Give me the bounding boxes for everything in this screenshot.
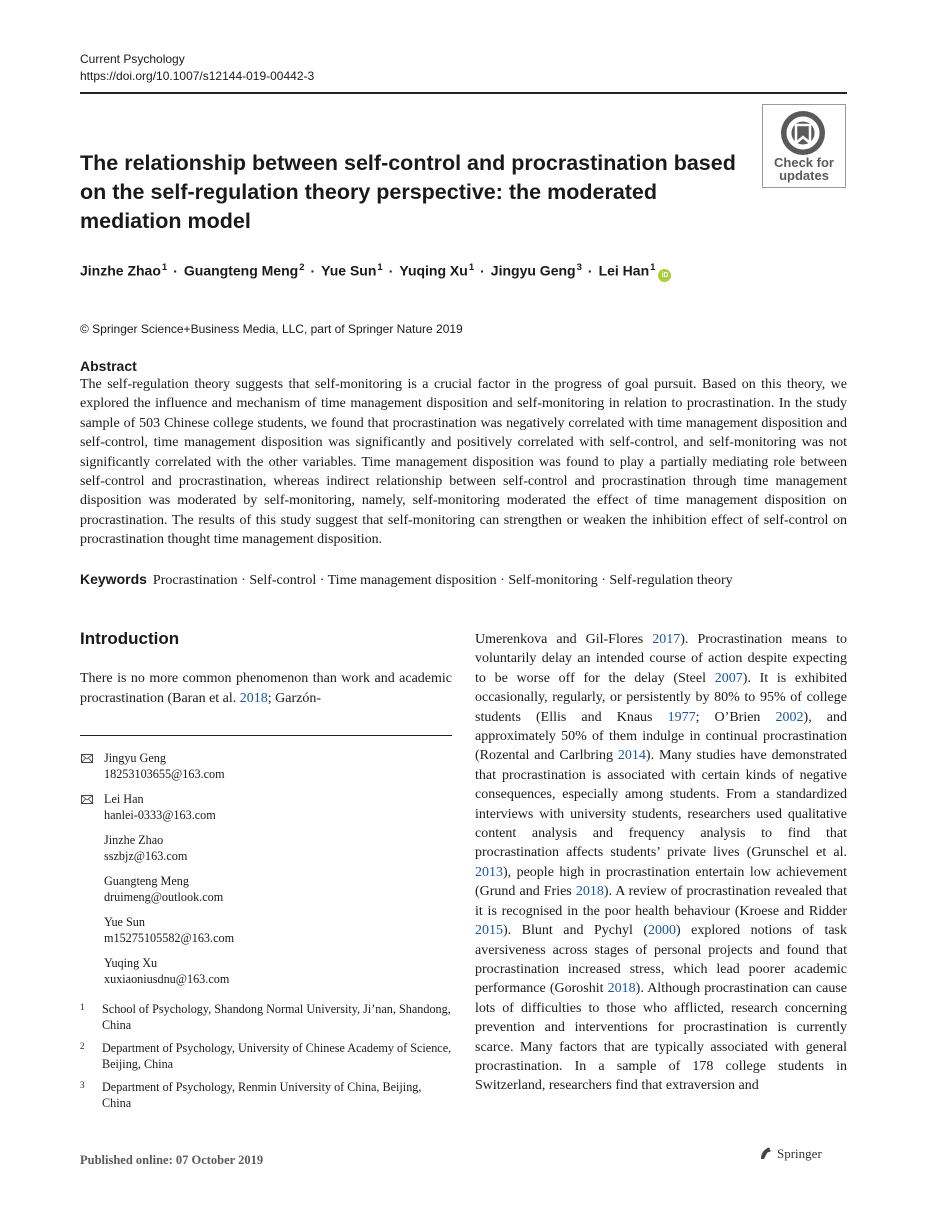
contact-name: Yue Sun: [104, 915, 145, 929]
citation-link[interactable]: 2018: [575, 884, 604, 900]
author-separator: ·: [587, 262, 593, 279]
contact-list: [80, 751, 452, 997]
contact-email[interactable]: m15275105582@163.com: [104, 930, 235, 945]
abstract-heading: Abstract: [80, 358, 137, 374]
affiliation-item: [80, 1080, 452, 1111]
envelope-icon: [81, 754, 93, 763]
affiliation-item: [80, 1041, 452, 1072]
contact-item: [80, 915, 452, 946]
introduction-right-text: [475, 630, 847, 1096]
contact-name: Jinzhe Zhao: [104, 833, 164, 847]
citation-link[interactable]: 2014: [617, 748, 646, 764]
journal-header: [80, 51, 314, 85]
intro-text-segment: Umerenkova and Gil-Flores: [475, 632, 653, 647]
author-separator: ·: [388, 262, 394, 279]
affiliation-list: [80, 1002, 452, 1119]
author-name[interactable]: Lei Han: [598, 262, 650, 279]
keywords-list: Procrastination · Self-control · Time management disposition · Self-monitoring · Self-regulation theory: [152, 573, 733, 588]
citation-link[interactable]: 2000: [647, 923, 676, 939]
citation-link[interactable]: 2013: [475, 864, 503, 880]
affiliation-text: Department of Psychology, Renmin University of China, Beijing, China: [102, 1080, 422, 1110]
contact-email[interactable]: druimeng@outlook.com: [104, 889, 224, 904]
keywords-label: Keywords: [80, 571, 147, 587]
copyright-line: © Springer Science+Business Media, LLC, part of Springer Nature 2019: [80, 322, 463, 336]
author-affiliation-number: 1: [161, 262, 168, 273]
contact-email[interactable]: xuxiaoniusdnu@163.com: [104, 971, 230, 986]
intro-text-segment: ). Many studies have demonstrated that procrastination is associated with certain kinds of negative consequences, especially among students. From a standardized interviews with university students, researchers used qualitative content analysis and frequency analysis to find that procrastination affects students’ private lives (Grunschel et al.: [475, 748, 847, 861]
intro-text-segment: ), and approximately 50% of them indulge in continual procrastination (Rozental and Carlbring: [475, 709, 847, 764]
citation-link[interactable]: 2015: [475, 923, 503, 939]
orcid-icon[interactable]: iD: [658, 269, 671, 282]
contact-item: [80, 833, 452, 864]
abstract-text: The self-regulation theory suggests that self-monitoring is a crucial factor in the progress of goal pursuit. Based on this theory, we explored the influence and mechanism of time management disposition and self-monitoring in relation to procrastination. In the study sample of 503 Chinese college students, we found that procrastination was negatively correlated with time management disposition and self-control, time management disposition was significantly and positively correlated with self-control, and self-monitoring was not significantly correlated with the other variables. Time management disposition was found to play a partially mediating role between self-control and procrastination, whereas indirect relationship between self-control and procrastination through time management disposition was moderated by self-monitoring, namely, self-monitoring moderated the effect of time management disposition on procrastination. The results of this study suggest that self-monitoring can strengthen or weaken the inhibition effect of self-control on procrastination thought time management disposition.: [80, 377, 847, 548]
citation-link[interactable]: 2002: [775, 709, 804, 725]
author-affiliation-number: 1: [377, 262, 383, 273]
affiliation-item: [80, 1002, 452, 1033]
citation-link[interactable]: 2018: [239, 690, 268, 706]
published-date: Published online: 07 October 2019: [80, 1153, 264, 1167]
intro-text-segment: ; Garzón-: [267, 690, 322, 706]
contact-item: [80, 956, 452, 987]
citation-link[interactable]: 1977: [667, 709, 696, 725]
intro-text-segment: ). Procrastination means to voluntarily delay an intended course of action despite expecting to be worse off for the delay (Steel: [475, 632, 847, 686]
citation-link[interactable]: 2017: [652, 632, 681, 647]
author-separator: ·: [310, 262, 316, 279]
contact-email[interactable]: sszbjz@163.com: [104, 848, 188, 863]
contact-item: [80, 751, 452, 782]
affiliation-number: 2: [80, 1041, 85, 1051]
author-name[interactable]: Yuqing Xu: [399, 262, 468, 279]
publisher-logo: [758, 1145, 822, 1162]
paper-title: The relationship between self-control and procrastination based on the self-regulation theory perspective: the moderated mediation model: [80, 151, 736, 233]
contact-name: Jingyu Geng: [104, 751, 166, 765]
introduction-heading: Introduction: [80, 629, 180, 648]
footnote-rule: [80, 735, 452, 736]
publisher-name: Springer: [777, 1146, 822, 1161]
contact-email[interactable]: hanlei-0333@163.com: [104, 807, 216, 822]
affiliation-text: Department of Psychology, University of Chinese Academy of Science, Beijing, China: [102, 1041, 452, 1071]
keywords: [80, 570, 847, 590]
author-separator: ·: [480, 262, 485, 279]
intro-text-segment: ). Blunt and Pychyl (: [503, 923, 648, 939]
intro-text-segment: ; O’Brien: [695, 709, 776, 725]
contact-name: Guangteng Meng: [104, 874, 189, 888]
intro-text-segment: ) explored notions of task aversiveness across stages of personal projects and found that procrastination increased stress, which lead poorer academic performance (Goroshit: [475, 923, 847, 997]
citation-link[interactable]: 2007: [714, 670, 743, 686]
check-for-updates-label: Check for updates: [774, 155, 834, 183]
intro-text-segment: ). It is exhibited occasionally, regularly, or persistently by 80% to 95% of college students (Ellis and Knaus: [475, 670, 847, 725]
intro-text-segment: ). Although procrastination can cause lots of difficulties to those who afflicted, research concerning prevention and interventions for procrastination is currently scarce. Many factors that are typically associated with general procrastination. In a sample of 178 college students in Switzerland, researchers find that extraversion and: [475, 981, 847, 1094]
contact-name: Yuqing Xu: [104, 956, 158, 970]
author-affiliation-number: 2: [299, 262, 305, 273]
envelope-icon: [81, 795, 93, 804]
author-affiliation-number: 1: [650, 262, 656, 273]
author-separator: ·: [173, 262, 178, 279]
affiliation-number: 1: [80, 1002, 85, 1012]
intro-text-segment: ), people high in procrastination entertain low achievement (Grund and Fries: [475, 864, 847, 900]
affiliation-number: 3: [80, 1080, 85, 1090]
affiliation-text: School of Psychology, Shandong Normal University, Ji’nan, Shandong, China: [102, 1002, 451, 1032]
journal-name: Current Psychology: [80, 52, 185, 66]
author-name[interactable]: Yue Sun: [321, 262, 377, 279]
contact-name: Lei Han: [104, 792, 144, 806]
author-name[interactable]: Jingyu Geng: [490, 262, 576, 279]
author-affiliation-number: 1: [468, 262, 475, 273]
check-for-updates-icon: [779, 109, 827, 157]
introduction-left-text: [80, 669, 452, 708]
author-affiliation-number: 3: [576, 262, 582, 273]
springer-horse-icon: [758, 1145, 774, 1161]
intro-text-segment: There is no more common phenomenon than work and academic procrastination (Baran et al.: [80, 671, 452, 706]
contact-item: [80, 874, 452, 905]
intro-text-segment: ). A review of procrastination revealed that it is recognised in the poor health behaviour (Kroese and Ridder: [475, 884, 847, 919]
author-name[interactable]: Guangteng Meng: [183, 262, 299, 279]
author-list: [80, 258, 671, 282]
author-name[interactable]: Jinzhe Zhao: [80, 262, 161, 279]
header-rule: [80, 92, 847, 94]
doi-link[interactable]: https://doi.org/10.1007/s12144-019-00442-3: [80, 69, 315, 83]
contact-email[interactable]: 18253103655@163.com: [104, 766, 225, 781]
citation-link[interactable]: 2018: [607, 981, 636, 997]
contact-item: [80, 792, 452, 823]
